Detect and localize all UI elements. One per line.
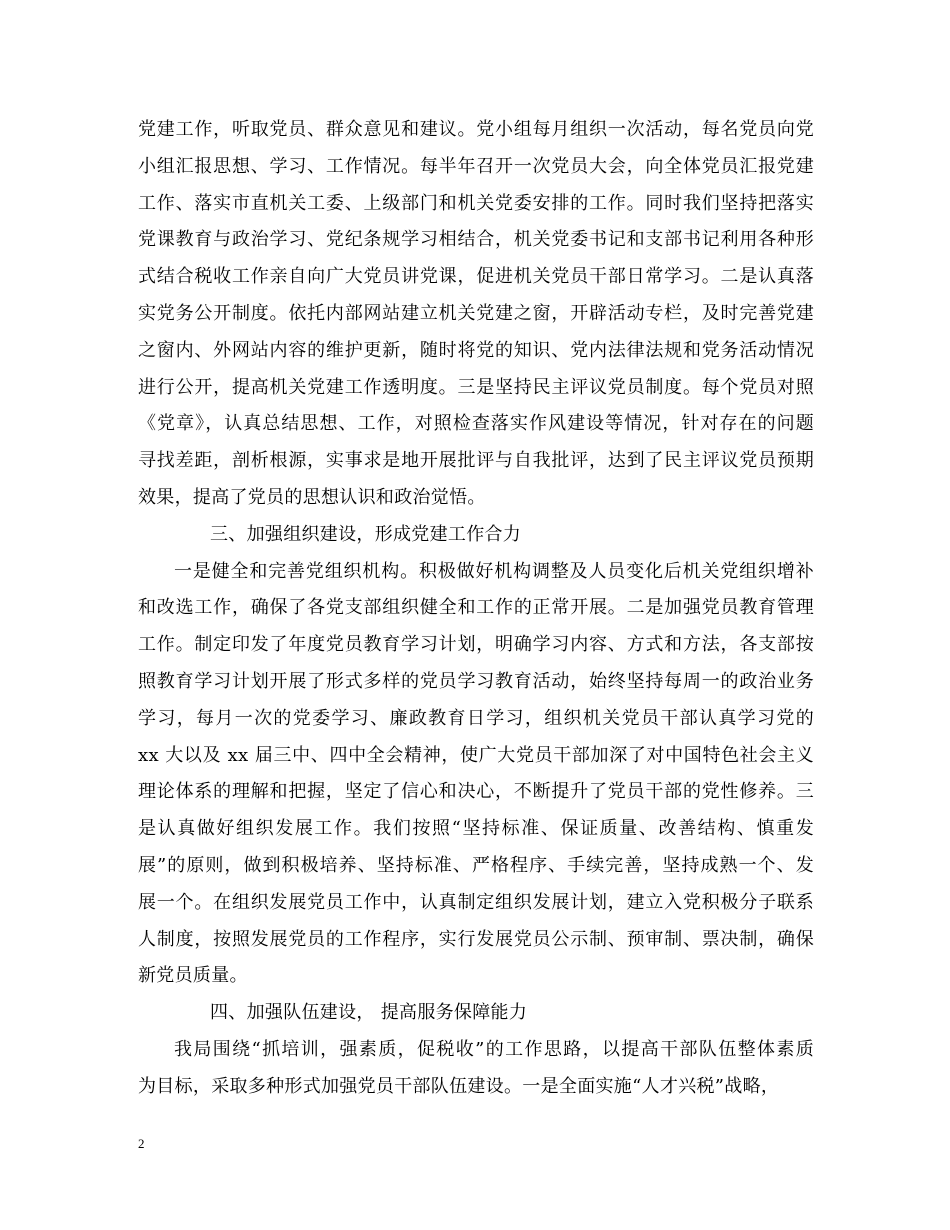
paragraph-line: 展一个。在组织发展党员工作中，认真制定组织发展计划，建立入党积极分子联系 (138, 891, 814, 913)
paragraph-line: 党建工作，听取党员、群众意见和建议。党小组每月组织一次活动，每名党员向党 (138, 119, 814, 140)
paragraph-line: 进行公开，提高机关党建工作透明度。三是坚持民主评议党员制度。每个党员对照 (138, 376, 814, 398)
paragraph-line: 工作、落实市直机关工委、上级部门和机关党委安排的工作。同时我们坚持把落实 (138, 192, 814, 214)
paragraph-line: 学习，每月一次的党委学习、廉政教育日学习，组织机关党员干部认真学习党的 (138, 707, 814, 729)
paragraph-line: 工作。制定印发了年度党员教育学习计划，明确学习内容、方式和方法，各支部按 (138, 634, 814, 656)
paragraph-line: 之窗内、外网站内容的维护更新，随时将党的知识、党内法律法规和党务活动情况 (138, 339, 814, 361)
paragraph-line: 式结合税收工作亲自向广大党员讲党课，促进机关党员干部日常学习。二是认真落 (138, 266, 814, 288)
paragraph-line: 理论体系的理解和把握，坚定了信心和决心，不断提升了党员干部的党性修养。三 (138, 781, 814, 803)
paragraph-line: 照教育学习计划开展了形式多样的党员学习教育活动，始终坚持每周一的政治业务 (138, 670, 814, 692)
paragraph-line: 党课教育与政治学习、党纪条规学习相结合，机关党委书记和支部书记利用各种形 (138, 229, 814, 251)
paragraph-line: 效果，提高了党员的思想认识和政治觉悟。 (138, 486, 486, 508)
paragraph-line: 和改选工作，确保了各党支部组织健全和工作的正常开展。二是加强党员教育管理 (138, 597, 814, 619)
paragraph-line: xx 大以及 xx 届三中、四中全会精神，使广大党员干部加深了对中国特色社会主义 (138, 744, 814, 766)
page-number: 2 (138, 1136, 145, 1151)
paragraph-line: 是认真做好组织发展工作。我们按照“坚持标准、保证质量、改善结构、慎重发 (138, 818, 814, 840)
page-body (138, 112, 814, 1106)
body-paragraph (138, 112, 814, 517)
paragraph-line: 新党员质量。 (138, 965, 248, 987)
paragraph-line: 人制度，按照发展党员的工作程序，实行发展党员公示制、预审制、票决制，确保 (138, 928, 814, 950)
paragraph-line: 为目标，采取多种形式加强党员干部队伍建设。一是全面实施“人才兴税”战略， (138, 1075, 780, 1097)
section-heading (138, 517, 814, 554)
heading-text: 三、加强组织建设，形成党建工作合力 (210, 523, 522, 545)
paragraph-line: 《党章》，认真总结思想、工作，对照检查落实作风建设等情况，针对存在的问题 (138, 413, 814, 435)
section-heading (138, 995, 814, 1032)
paragraph-line: 一是健全和完善党组织机构。积极做好机构调整及人员变化后机关党组织增补 (174, 560, 814, 582)
body-paragraph (138, 554, 814, 996)
body-paragraph (138, 1032, 814, 1106)
paragraph-line: 展”的原则，做到积极培养、坚持标准、严格程序、手续完善，坚持成熟一个、发 (138, 854, 814, 876)
paragraph-line: 小组汇报思想、学习、工作情况。每半年召开一次党员大会，向全体党员汇报党建 (138, 155, 814, 177)
paragraph-line: 我局围绕“抓培训，强素质，促税收”的工作思路，以提高干部队伍整体素质 (174, 1038, 814, 1060)
heading-text: 四、加强队伍建设， 提高服务保障能力 (210, 1002, 528, 1024)
paragraph-line: 寻找差距，剖析根源，实事求是地开展批评与自我批评，达到了民主评议党员预期 (138, 450, 814, 472)
paragraph-line: 实党务公开制度。依托内部网站建立机关党建之窗，开辟活动专栏，及时完善党建 (138, 302, 814, 324)
